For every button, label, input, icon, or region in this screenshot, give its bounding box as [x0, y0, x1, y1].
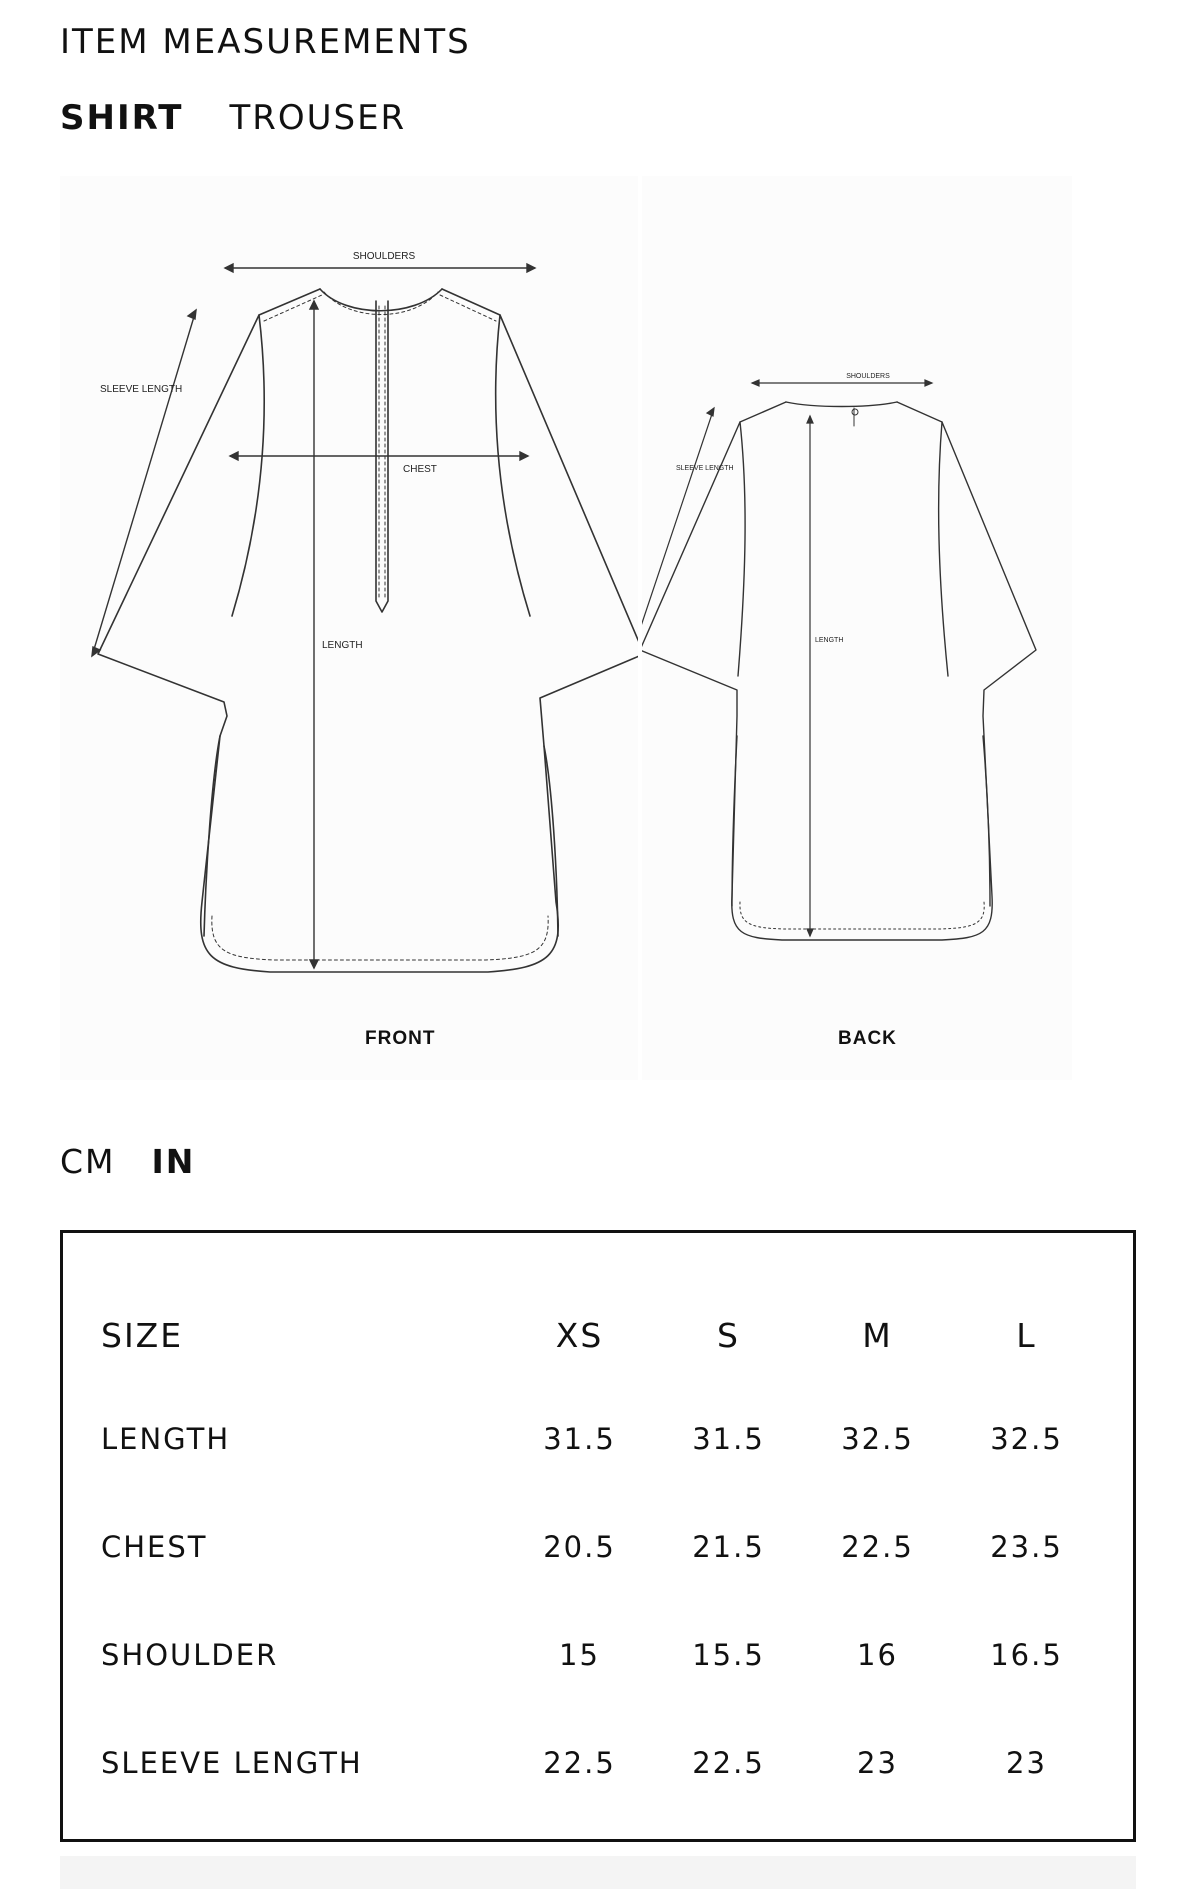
- tab-shirt[interactable]: SHIRT: [60, 98, 184, 138]
- front-shirt-illustration: [60, 176, 638, 1080]
- table-cell: 31.5: [543, 1422, 616, 1456]
- table-row: [101, 1709, 1101, 1817]
- front-diagram-panel: [60, 176, 638, 1080]
- back-body-outline: [642, 402, 1036, 940]
- unit-cm[interactable]: CM: [60, 1142, 116, 1181]
- back-caption: BACK: [838, 1028, 897, 1049]
- size-table: [101, 1285, 1101, 1817]
- back-shirt-illustration: [642, 176, 1072, 1080]
- table-cell: 21.5: [692, 1530, 765, 1564]
- table-cell: 31.5: [692, 1422, 765, 1456]
- back-shoulders-label: SHOULDERS: [846, 373, 890, 380]
- table-cell: 20.5: [543, 1530, 616, 1564]
- table-cell: 16: [857, 1638, 898, 1672]
- table-cell: 23: [1006, 1746, 1047, 1780]
- back-length-label: LENGTH: [815, 637, 844, 644]
- table-cell: 22.5: [841, 1530, 914, 1564]
- front-neckline: [320, 289, 442, 311]
- front-caption: FRONT: [365, 1028, 436, 1049]
- table-row: [101, 1493, 1101, 1601]
- table-cell: 32.5: [990, 1422, 1063, 1456]
- size-s: S: [717, 1315, 740, 1355]
- front-shoulders-label: SHOULDERS: [352, 251, 416, 262]
- front-sleeve-length-label: SLEEVE LENGTH: [100, 384, 183, 395]
- table-cell: 16.5: [990, 1638, 1063, 1672]
- size-xs: XS: [555, 1315, 604, 1355]
- back-sleeve-length-label: SLEEVE LENGTH: [676, 465, 734, 472]
- unit-in[interactable]: IN: [151, 1142, 196, 1181]
- table-cell: 23.5: [990, 1530, 1063, 1564]
- back-diagram-panel: [642, 176, 1072, 1080]
- table-cell: 22.5: [692, 1746, 765, 1780]
- table-cell: 15: [559, 1638, 600, 1672]
- table-cell: 32.5: [841, 1422, 914, 1456]
- size-chart: [60, 1230, 1136, 1842]
- table-row: [101, 1601, 1101, 1709]
- table-cell: 22.5: [543, 1746, 616, 1780]
- table-cell: 15.5: [692, 1638, 765, 1672]
- row-label-shoulder: SHOULDER: [101, 1638, 279, 1672]
- back-neckline: [786, 402, 897, 407]
- size-m: M: [862, 1315, 893, 1355]
- unit-toggle: [60, 1142, 195, 1181]
- size-l: L: [1016, 1315, 1037, 1355]
- table-row: [101, 1385, 1101, 1493]
- page-title: ITEM MEASUREMENTS: [60, 22, 471, 62]
- row-label-sleeve-length: SLEEVE LENGTH: [101, 1746, 363, 1780]
- tab-trouser[interactable]: TROUSER: [229, 98, 407, 138]
- bottom-strip: [60, 1856, 1136, 1889]
- row-label-length: LENGTH: [101, 1422, 231, 1456]
- row-label-chest: CHEST: [101, 1530, 208, 1564]
- front-chest-label: CHEST: [403, 464, 437, 475]
- front-length-label: LENGTH: [322, 640, 363, 651]
- size-header-label: SIZE: [101, 1315, 184, 1355]
- garment-tabs: [60, 98, 406, 138]
- size-header-row: [101, 1285, 1101, 1385]
- table-cell: 23: [857, 1746, 898, 1780]
